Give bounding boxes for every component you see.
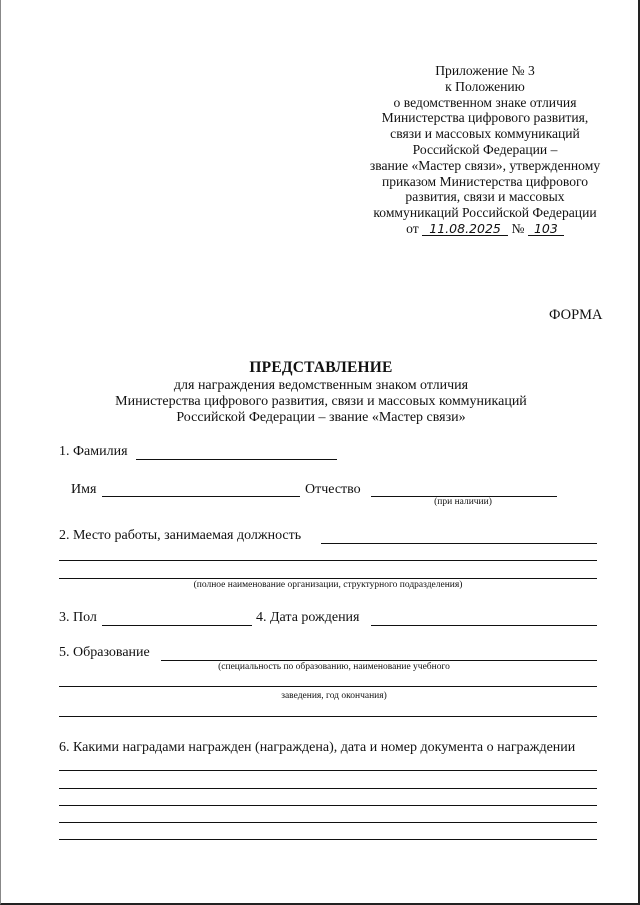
appendix-line: связи и массовых коммуникаций: [390, 126, 580, 142]
date-prefix: от: [406, 220, 419, 236]
workplace-field[interactable]: [321, 543, 597, 544]
appendix-line: к Положению: [445, 78, 525, 94]
name-field[interactable]: [102, 496, 300, 497]
sex-label: 3. Пол: [59, 610, 97, 625]
awards-field-line-4[interactable]: [59, 822, 597, 823]
education-hint-1: (специальность по образованию, наименование учебного: [218, 662, 450, 672]
awards-label: 6. Какими наградами награжден (награждена), дата и номер документа о награждении: [59, 740, 576, 755]
name-label: Имя: [71, 482, 97, 497]
appendix-line: коммуникаций Российской Федерации: [373, 205, 597, 221]
patronymic-label: Отчество: [305, 482, 361, 497]
appendix-line: приказом Министерства цифрового: [381, 173, 589, 189]
form-label: ФОРМА: [549, 307, 603, 323]
awards-field-line-5[interactable]: [59, 839, 597, 840]
appendix-line: Российской Федерации –: [412, 141, 558, 157]
appendix-line: Приложение № 3: [435, 63, 535, 78]
education-hint-2: заведения, год окончания): [281, 691, 387, 701]
workplace-field-line-3[interactable]: [59, 578, 597, 579]
surname-label: 1. Фамилия: [59, 444, 128, 459]
surname-field[interactable]: [136, 459, 337, 460]
education-field-line-3[interactable]: [59, 716, 597, 717]
appendix-line: Министерства цифрового развития,: [381, 110, 589, 126]
order-date-line: [331, 221, 639, 237]
sex-field[interactable]: [102, 625, 252, 626]
appendix-line: звание «Мастер связи», утвержденному: [369, 157, 601, 173]
education-label: 5. Образование: [59, 645, 150, 660]
order-number: 103: [528, 222, 564, 236]
document-title: ПРЕДСТАВЛЕНИЕ: [249, 359, 393, 376]
appendix-line: о ведомственном знаке отличия: [393, 94, 577, 110]
title-subtitle-3: Российской Федерации – звание «Мастер связи»: [176, 410, 466, 425]
birthdate-label: 4. Дата рождения: [256, 610, 360, 625]
awards-field-line-2[interactable]: [59, 788, 597, 789]
birthdate-field[interactable]: [371, 625, 597, 626]
awards-field-line-3[interactable]: [59, 805, 597, 806]
education-field[interactable]: [161, 660, 597, 661]
appendix-header: [331, 63, 639, 237]
workplace-hint: (полное наименование организации, структурного подразделения): [193, 580, 463, 590]
workplace-field-line-2[interactable]: [59, 560, 597, 561]
title-subtitle-1: для награждения ведомственным знаком отличия: [173, 378, 469, 393]
patronymic-hint: (при наличии): [434, 497, 492, 507]
workplace-label: 2. Место работы, занимаемая должность: [59, 528, 302, 543]
appendix-line: развития, связи и массовых: [405, 189, 565, 205]
number-prefix: №: [511, 220, 525, 236]
title-subtitle-2: Министерства цифрового развития, связи и массовых коммуникаций: [115, 394, 527, 409]
awards-field-line-1[interactable]: [59, 770, 597, 771]
education-field-line-2[interactable]: [59, 686, 597, 687]
order-date: 11.08.2025: [422, 222, 508, 236]
